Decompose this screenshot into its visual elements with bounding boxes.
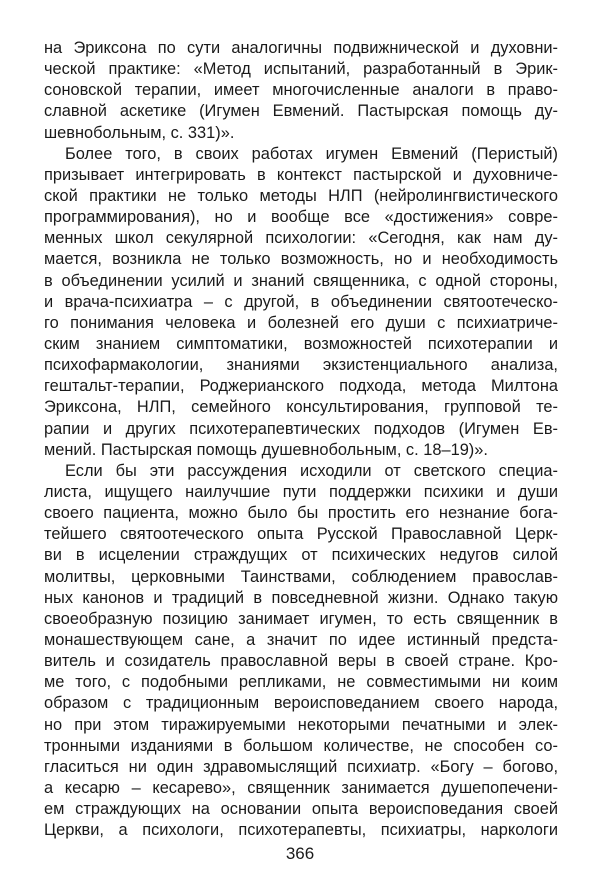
- text-line: мается, возникла не только возможность, но и необходимость: [44, 250, 558, 269]
- text-line: образом с традиционным вероисповеданием своего народа,: [44, 694, 558, 713]
- page-body: [44, 38, 558, 841]
- text-line: го понимания человека и болезней его души с психиатриче-: [44, 313, 558, 332]
- text-line: в объединении усилий и знаний священника, с одной стороны,: [44, 271, 558, 290]
- paragraph-2: [44, 144, 558, 461]
- text-line: ем страждующих на основании опыта вероисповедания своей: [44, 800, 558, 819]
- text-line: монашествующем сане, а значит по идее истинный предста-: [44, 630, 558, 649]
- text-line: ных канонов и традиций в повседневной жизни. Однако такую: [44, 588, 558, 607]
- paragraph-1: [44, 38, 558, 144]
- text-line: менных школ секулярной психологии: «Сегодня, как нам ду-: [44, 229, 558, 248]
- text-line: психофармакологии, знаниями экзистенциального анализа,: [44, 356, 558, 375]
- text-line: призывает интегрировать в контекст пастырской и духовниче-: [44, 165, 558, 184]
- text-line: а кесарю – кесарево», священник занимается душепопечени-: [44, 778, 558, 797]
- text-line: ви в исцелении страждущих от психических недугов силой: [44, 546, 558, 565]
- text-line: Если бы эти рассуждения исходили от светского специа-: [65, 461, 558, 480]
- page-number: 366: [285, 844, 315, 863]
- text-line: Более того, в своих работах игумен Евмений (Перистый): [65, 144, 558, 163]
- text-line: ским знанием симптоматики, возможностей психотерапии и: [44, 334, 558, 353]
- text-line: Эриксона, НЛП, семейного консультирования, групповой те-: [44, 398, 558, 417]
- text-line: тейшего святоотеческого опыта Русской Православной Церк-: [44, 525, 558, 544]
- text-line: на Эриксона по сути аналогичны подвижнической и духовни-: [44, 39, 558, 57]
- text-line: своего пациента, можно было бы простить его незнание бога-: [44, 504, 558, 523]
- text-line: Церкви, а психологи, психотерапевты, психиатры, наркологи: [44, 821, 558, 840]
- text-line: гласиться ни один здравомыслящий психиатр. «Богу – богово,: [44, 757, 558, 776]
- text-line: листа, ищущего наилучшие пути поддержки психики и души: [44, 482, 558, 501]
- paragraph-3: [44, 461, 558, 842]
- text-line: гештальт-терапии, Роджерианского подхода, метода Милтона: [44, 377, 558, 396]
- text-line: ме того, с подобными репликами, не совместимыми ни коим: [44, 673, 558, 692]
- text-line: программирования), но и вообще все «достижения» совре-: [44, 208, 558, 227]
- text-line: шевнобольным, с. 331)».: [44, 123, 235, 142]
- text-line: и врача-психиатра – с другой, в объединении святоотеческо-: [44, 292, 558, 311]
- text-line: витель и созидатель православной веры в своей стране. Кро-: [44, 652, 558, 671]
- text-line: ской практики не только методы НЛП (нейролингвистического: [44, 186, 558, 205]
- text-line: молитвы, церковными Таинствами, соблюдением православ-: [44, 567, 558, 586]
- text-line: ческой практике: «Метод испытаний, разработанный в Эрик-: [44, 60, 558, 79]
- text-line: мений. Пастырская помощь душевнобольным, с. 18–19)».: [44, 440, 488, 459]
- text-line: тронными изданиями в большом количестве, не способен со-: [44, 736, 558, 755]
- text-line: славной аскетике (Игумен Евмений. Пастырская помощь ду-: [44, 102, 558, 121]
- text-line: соновской терапии, имеет многочисленные аналоги в право-: [44, 81, 558, 100]
- text-line: своеобразную позицию занимает игумен, то есть священник в: [44, 609, 558, 628]
- text-line: но при этом тиражируемыми некоторыми печатными и элек-: [44, 715, 558, 734]
- text-line: рапии и других психотерапевтических подходов (Игумен Ев-: [44, 419, 558, 438]
